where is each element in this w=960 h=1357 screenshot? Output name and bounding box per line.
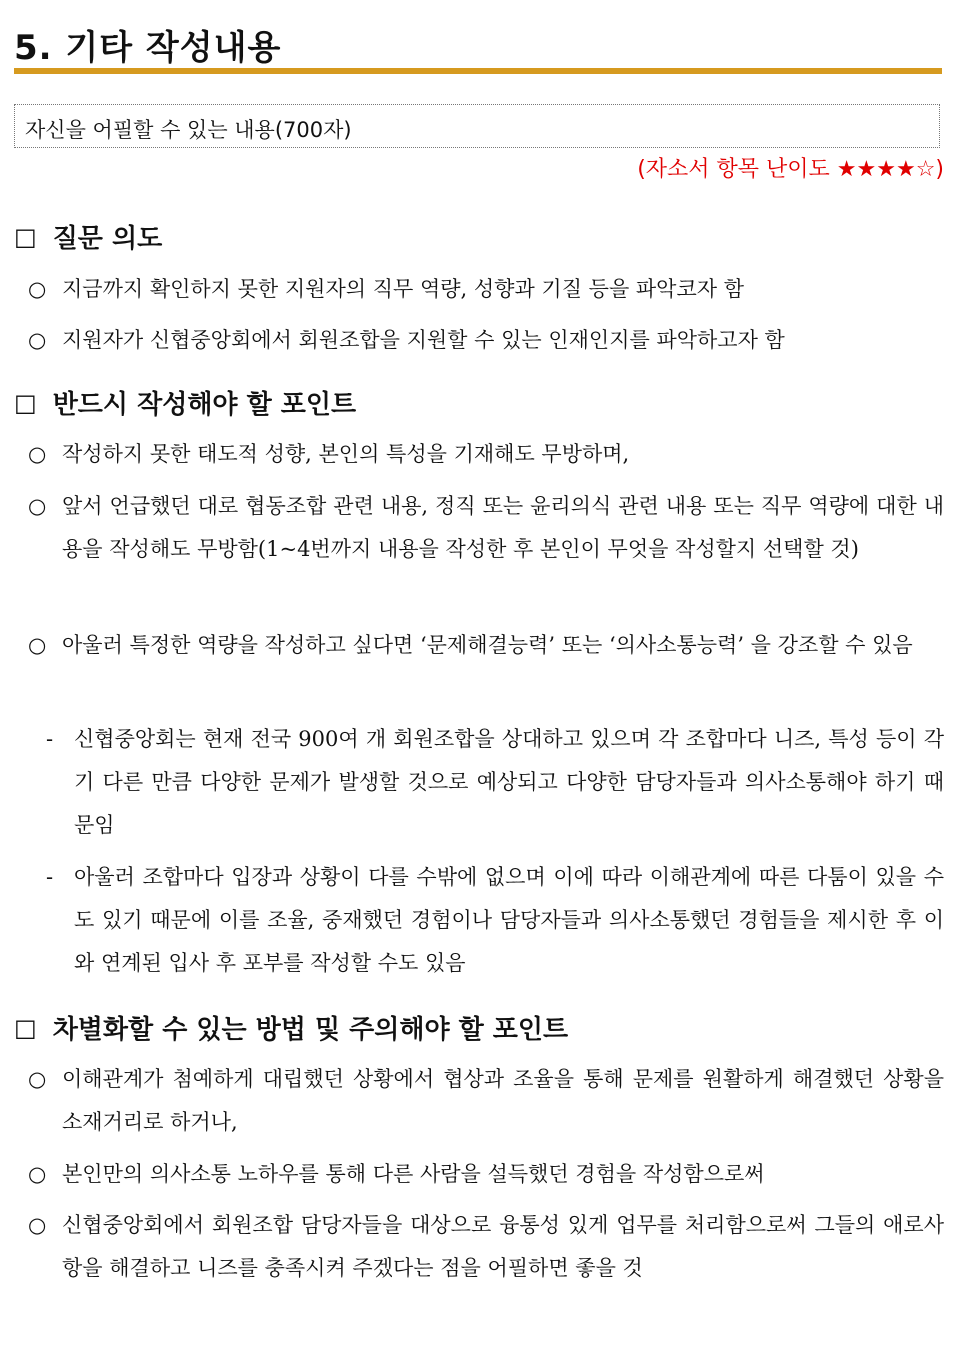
checkbox-bullet-icon: □ (14, 1013, 37, 1042)
list-item-text: 아울러 특정한 역량을 작성하고 싶다면 ‘문제해결능력’ 또는 ‘의사소통능력’ 을 강조할 수 있음 (62, 633, 913, 657)
section-differentiation-points (14, 1009, 946, 1046)
circle-bullet-icon: ○ (28, 328, 47, 352)
list-item (28, 485, 944, 571)
list-item-text: 작성하지 못한 태도적 성향, 본인의 특성을 기재해도 무방하며, (62, 442, 630, 466)
dash-bullet-icon: - (46, 865, 54, 889)
list-item (28, 624, 944, 667)
section-heading (14, 1009, 946, 1046)
section-title: 반드시 작성해야 할 포인트 (52, 390, 357, 420)
section-title: 차별화할 수 있는 방법 및 주의해야 할 포인트 (52, 1015, 569, 1045)
list-item (28, 1058, 944, 1144)
circle-bullet-icon: ○ (28, 1067, 47, 1091)
list-item-text: 이해관계가 첨예하게 대립했던 상황에서 협상과 조율을 통해 문제를 원활하게 해결했던 상황을 소재거리로 하거나, (62, 1067, 944, 1134)
page-title: 5. 기타 작성내용 (14, 28, 282, 68)
difficulty-rating: (자소서 항목 난이도 ★★★★☆) (637, 157, 944, 182)
sub-list-item-text: 신협중앙회는 현재 전국 900여 개 회원조합을 상대하고 있으며 각 조합마다 니즈, 특성 등이 각기 다른 만큼 다양한 문제가 발생할 것으로 예상되고 다양한 담당자들과 의사소통해야 하기 때문임 (74, 727, 944, 837)
question-prompt: 자신을 어필할 수 있는 내용(700자) (25, 118, 352, 142)
list-item (28, 1153, 944, 1196)
checkbox-bullet-icon: □ (14, 222, 37, 251)
sub-list-item (46, 856, 944, 985)
list-item-text: 본인만의 의사소통 노하우를 통해 다른 사람을 설득했던 경험을 작성함으로써 (62, 1162, 765, 1186)
list-item (28, 268, 944, 311)
list-item-text: 지금까지 확인하지 못한 지원자의 직무 역량, 성향과 기질 등을 파악코자 함 (62, 277, 745, 301)
section-question-intent (14, 218, 946, 255)
list-item (28, 433, 944, 476)
list-item (28, 1204, 944, 1290)
section-title: 질문 의도 (52, 224, 163, 254)
section-must-write-points (14, 384, 946, 421)
question-prompt-box (14, 104, 940, 148)
circle-bullet-icon: ○ (28, 442, 47, 466)
sub-list-item-text: 아울러 조합마다 입장과 상황이 다를 수밖에 없으며 이에 따라 이해관계에 따른 다툼이 있을 수도 있기 때문에 이를 조율, 중재했던 경험이나 담당자들과 의사소통했던 경험들을 제시한 후 이와 연계된 입사 후 포부를 작성할 수도 있음 (74, 865, 944, 975)
circle-bullet-icon: ○ (28, 277, 47, 301)
list-item-text: 앞서 언급했던 대로 협동조합 관련 내용, 정직 또는 윤리의식 관련 내용 또는 직무 역량에 대한 내용을 작성해도 무방함(1~4번까지 내용을 작성한 후 본인이 무엇을 작성할지 선택할 것) (62, 494, 944, 561)
list-item-text: 지원자가 신협중앙회에서 회원조합을 지원할 수 있는 인재인지를 파악하고자 함 (62, 328, 785, 352)
checkbox-bullet-icon: □ (14, 388, 37, 417)
circle-bullet-icon: ○ (28, 633, 47, 657)
section-heading (14, 218, 946, 255)
sub-list-item (46, 718, 944, 847)
title-underline (14, 68, 942, 74)
circle-bullet-icon: ○ (28, 1213, 47, 1237)
circle-bullet-icon: ○ (28, 494, 47, 518)
circle-bullet-icon: ○ (28, 1162, 47, 1186)
section-heading (14, 384, 946, 421)
dash-bullet-icon: - (46, 727, 54, 751)
list-item (28, 319, 944, 362)
list-item-text: 신협중앙회에서 회원조합 담당자들을 대상으로 융통성 있게 업무를 처리함으로써 그들의 애로사항을 해결하고 니즈를 충족시켜 주겠다는 점을 어필하면 좋을 것 (62, 1213, 944, 1280)
